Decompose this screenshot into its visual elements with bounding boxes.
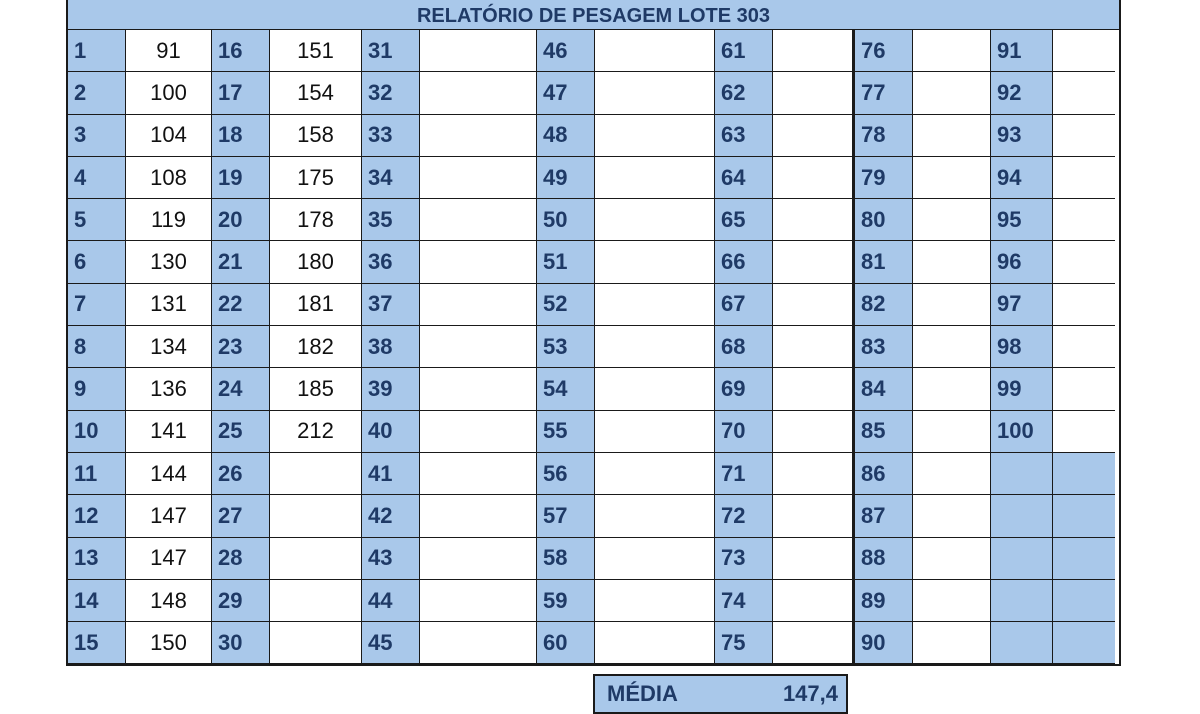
weight-value-cell bbox=[773, 495, 855, 537]
row-number-cell: 39 bbox=[362, 368, 420, 410]
weight-value-cell bbox=[270, 622, 362, 664]
weight-value-cell bbox=[1053, 241, 1115, 283]
row-number-cell: 50 bbox=[537, 199, 595, 241]
weight-value-cell: 144 bbox=[126, 453, 212, 495]
weight-value-cell bbox=[1053, 30, 1115, 72]
weight-value-cell: 130 bbox=[126, 241, 212, 283]
weight-value-cell bbox=[1053, 495, 1115, 537]
weighing-report-sheet bbox=[66, 0, 1121, 666]
weight-value-cell bbox=[913, 284, 991, 326]
weight-value-cell bbox=[913, 30, 991, 72]
weight-value-cell bbox=[595, 199, 715, 241]
row-number-cell: 84 bbox=[855, 368, 913, 410]
report-title: RELATÓRIO DE PESAGEM LOTE 303 bbox=[66, 0, 1121, 30]
weight-value-cell bbox=[1053, 326, 1115, 368]
row-number-cell: 45 bbox=[362, 622, 420, 664]
weight-value-cell bbox=[595, 368, 715, 410]
weight-value-cell bbox=[913, 411, 991, 453]
row-number-cell: 77 bbox=[855, 72, 913, 114]
average-box bbox=[593, 674, 848, 714]
weight-value-cell: 108 bbox=[126, 157, 212, 199]
weight-value-cell bbox=[270, 538, 362, 580]
weight-value-cell bbox=[595, 157, 715, 199]
weight-value-cell bbox=[773, 411, 855, 453]
row-number-cell: 37 bbox=[362, 284, 420, 326]
weight-value-cell bbox=[595, 495, 715, 537]
row-number-cell: 26 bbox=[212, 453, 270, 495]
row-number-cell: 23 bbox=[212, 326, 270, 368]
row-number-cell: 62 bbox=[715, 72, 773, 114]
weight-value-cell: 185 bbox=[270, 368, 362, 410]
weight-value-cell: 147 bbox=[126, 538, 212, 580]
row-number-cell: 33 bbox=[362, 115, 420, 157]
weight-value-cell: 104 bbox=[126, 115, 212, 157]
row-number-cell: 83 bbox=[855, 326, 913, 368]
row-number-cell: 93 bbox=[991, 115, 1053, 157]
weight-value-cell bbox=[773, 284, 855, 326]
weight-value-cell bbox=[913, 241, 991, 283]
weight-value-cell bbox=[420, 453, 537, 495]
row-number-cell: 91 bbox=[991, 30, 1053, 72]
weight-value-cell: 182 bbox=[270, 326, 362, 368]
row-number-cell: 3 bbox=[68, 115, 126, 157]
row-number-cell: 13 bbox=[68, 538, 126, 580]
weight-value-cell bbox=[420, 72, 537, 114]
weight-value-cell bbox=[1053, 157, 1115, 199]
weight-value-cell bbox=[420, 157, 537, 199]
weight-value-cell bbox=[913, 453, 991, 495]
row-number-cell: 4 bbox=[68, 157, 126, 199]
weight-value-cell bbox=[420, 241, 537, 283]
row-number-cell: 25 bbox=[212, 411, 270, 453]
row-number-cell: 7 bbox=[68, 284, 126, 326]
weight-value-cell bbox=[595, 622, 715, 664]
weight-value-cell bbox=[913, 157, 991, 199]
row-number-cell: 54 bbox=[537, 368, 595, 410]
weight-value-cell bbox=[773, 72, 855, 114]
weight-value-cell: 181 bbox=[270, 284, 362, 326]
row-number-cell: 46 bbox=[537, 30, 595, 72]
weight-value-cell: 134 bbox=[126, 326, 212, 368]
weight-value-cell bbox=[595, 411, 715, 453]
row-number-cell: 16 bbox=[212, 30, 270, 72]
weight-value-cell bbox=[420, 538, 537, 580]
weight-value-cell: 100 bbox=[126, 72, 212, 114]
row-number-cell: 87 bbox=[855, 495, 913, 537]
row-number-cell: 58 bbox=[537, 538, 595, 580]
row-number-cell: 31 bbox=[362, 30, 420, 72]
weight-value-cell bbox=[1053, 368, 1115, 410]
row-number-cell: 12 bbox=[68, 495, 126, 537]
row-number-cell: 73 bbox=[715, 538, 773, 580]
row-number-cell: 82 bbox=[855, 284, 913, 326]
weight-value-cell: 175 bbox=[270, 157, 362, 199]
row-number-cell: 22 bbox=[212, 284, 270, 326]
weight-value-cell bbox=[773, 326, 855, 368]
row-number-cell: 30 bbox=[212, 622, 270, 664]
weight-value-cell bbox=[1053, 453, 1115, 495]
weight-value-cell bbox=[913, 495, 991, 537]
weight-value-cell bbox=[595, 538, 715, 580]
row-number-cell bbox=[991, 622, 1053, 664]
row-number-cell: 8 bbox=[68, 326, 126, 368]
weight-value-cell: 131 bbox=[126, 284, 212, 326]
weight-value-cell bbox=[1053, 538, 1115, 580]
row-number-cell: 67 bbox=[715, 284, 773, 326]
row-number-cell: 64 bbox=[715, 157, 773, 199]
row-number-cell: 36 bbox=[362, 241, 420, 283]
row-number-cell: 78 bbox=[855, 115, 913, 157]
row-number-cell: 68 bbox=[715, 326, 773, 368]
weight-value-cell: 150 bbox=[126, 622, 212, 664]
row-number-cell: 10 bbox=[68, 411, 126, 453]
weight-value-cell bbox=[420, 622, 537, 664]
row-number-cell: 89 bbox=[855, 580, 913, 622]
row-number-cell: 21 bbox=[212, 241, 270, 283]
row-number-cell: 56 bbox=[537, 453, 595, 495]
row-number-cell bbox=[991, 495, 1053, 537]
row-number-cell bbox=[991, 453, 1053, 495]
row-number-cell: 74 bbox=[715, 580, 773, 622]
row-number-cell: 79 bbox=[855, 157, 913, 199]
weight-value-cell bbox=[913, 326, 991, 368]
row-number-cell: 52 bbox=[537, 284, 595, 326]
weight-value-cell bbox=[773, 199, 855, 241]
weight-value-cell bbox=[595, 580, 715, 622]
row-number-cell: 29 bbox=[212, 580, 270, 622]
row-number-cell: 53 bbox=[537, 326, 595, 368]
weight-value-cell: 136 bbox=[126, 368, 212, 410]
row-number-cell: 34 bbox=[362, 157, 420, 199]
row-number-cell bbox=[991, 580, 1053, 622]
weight-value-cell bbox=[773, 241, 855, 283]
row-number-cell: 41 bbox=[362, 453, 420, 495]
row-number-cell: 72 bbox=[715, 495, 773, 537]
weight-value-cell bbox=[1053, 199, 1115, 241]
weight-value-cell bbox=[1053, 622, 1115, 664]
weight-value-cell bbox=[773, 368, 855, 410]
row-number-cell: 69 bbox=[715, 368, 773, 410]
row-number-cell: 95 bbox=[991, 199, 1053, 241]
weight-value-cell bbox=[1053, 72, 1115, 114]
row-number-cell: 5 bbox=[68, 199, 126, 241]
weight-value-cell bbox=[913, 580, 991, 622]
weight-value-cell bbox=[420, 326, 537, 368]
row-number-cell: 24 bbox=[212, 368, 270, 410]
row-number-cell: 19 bbox=[212, 157, 270, 199]
row-number-cell bbox=[991, 538, 1053, 580]
weight-value-cell bbox=[420, 368, 537, 410]
row-number-cell: 66 bbox=[715, 241, 773, 283]
weight-value-cell: 148 bbox=[126, 580, 212, 622]
weight-value-cell: 141 bbox=[126, 411, 212, 453]
weight-value-cell: 154 bbox=[270, 72, 362, 114]
row-number-cell: 97 bbox=[991, 284, 1053, 326]
weight-value-cell bbox=[773, 157, 855, 199]
weight-value-cell bbox=[595, 453, 715, 495]
row-number-cell: 96 bbox=[991, 241, 1053, 283]
row-number-cell: 18 bbox=[212, 115, 270, 157]
weight-value-cell bbox=[420, 115, 537, 157]
row-number-cell: 71 bbox=[715, 453, 773, 495]
weight-value-cell bbox=[913, 72, 991, 114]
row-number-cell: 6 bbox=[68, 241, 126, 283]
row-number-cell: 86 bbox=[855, 453, 913, 495]
row-number-cell: 59 bbox=[537, 580, 595, 622]
weight-value-cell: 91 bbox=[126, 30, 212, 72]
row-number-cell: 88 bbox=[855, 538, 913, 580]
weight-value-cell bbox=[270, 495, 362, 537]
weight-value-cell bbox=[1053, 115, 1115, 157]
weight-value-cell bbox=[1053, 284, 1115, 326]
row-number-cell: 2 bbox=[68, 72, 126, 114]
row-number-cell: 80 bbox=[855, 199, 913, 241]
row-number-cell: 17 bbox=[212, 72, 270, 114]
weight-value-cell bbox=[420, 580, 537, 622]
row-number-cell: 32 bbox=[362, 72, 420, 114]
weight-value-cell bbox=[420, 495, 537, 537]
weight-value-cell bbox=[595, 72, 715, 114]
weight-value-cell bbox=[595, 284, 715, 326]
row-number-cell: 35 bbox=[362, 199, 420, 241]
row-number-cell: 94 bbox=[991, 157, 1053, 199]
row-number-cell: 99 bbox=[991, 368, 1053, 410]
row-number-cell: 9 bbox=[68, 368, 126, 410]
weight-value-cell: 147 bbox=[126, 495, 212, 537]
weight-value-cell bbox=[595, 115, 715, 157]
weight-value-cell bbox=[773, 453, 855, 495]
row-number-cell: 43 bbox=[362, 538, 420, 580]
row-number-cell: 65 bbox=[715, 199, 773, 241]
weight-value-cell bbox=[1053, 580, 1115, 622]
row-number-cell: 27 bbox=[212, 495, 270, 537]
row-number-cell: 70 bbox=[715, 411, 773, 453]
row-number-cell: 20 bbox=[212, 199, 270, 241]
weight-value-cell bbox=[420, 411, 537, 453]
weight-value-cell bbox=[913, 115, 991, 157]
weight-value-cell: 151 bbox=[270, 30, 362, 72]
row-number-cell: 100 bbox=[991, 411, 1053, 453]
row-number-cell: 57 bbox=[537, 495, 595, 537]
row-number-cell: 47 bbox=[537, 72, 595, 114]
row-number-cell: 60 bbox=[537, 622, 595, 664]
weight-value-cell bbox=[595, 326, 715, 368]
row-number-cell: 15 bbox=[68, 622, 126, 664]
row-number-cell: 38 bbox=[362, 326, 420, 368]
row-number-cell: 51 bbox=[537, 241, 595, 283]
weight-value-cell bbox=[420, 30, 537, 72]
average-value: 147,4 bbox=[782, 681, 838, 706]
row-number-cell: 1 bbox=[68, 30, 126, 72]
row-number-cell: 92 bbox=[991, 72, 1053, 114]
row-number-cell: 55 bbox=[537, 411, 595, 453]
row-number-cell: 49 bbox=[537, 157, 595, 199]
weight-value-cell: 212 bbox=[270, 411, 362, 453]
weighing-grid bbox=[66, 30, 1121, 666]
row-number-cell: 81 bbox=[855, 241, 913, 283]
row-number-cell: 44 bbox=[362, 580, 420, 622]
weight-value-cell bbox=[913, 622, 991, 664]
weight-value-cell bbox=[913, 538, 991, 580]
weight-value-cell: 119 bbox=[126, 199, 212, 241]
weight-value-cell bbox=[913, 368, 991, 410]
weight-value-cell bbox=[913, 199, 991, 241]
row-number-cell: 28 bbox=[212, 538, 270, 580]
row-number-cell: 76 bbox=[855, 30, 913, 72]
row-number-cell: 14 bbox=[68, 580, 126, 622]
row-number-cell: 40 bbox=[362, 411, 420, 453]
weight-value-cell: 180 bbox=[270, 241, 362, 283]
row-number-cell: 98 bbox=[991, 326, 1053, 368]
weight-value-cell bbox=[270, 580, 362, 622]
row-number-cell: 75 bbox=[715, 622, 773, 664]
row-number-cell: 11 bbox=[68, 453, 126, 495]
weight-value-cell bbox=[595, 30, 715, 72]
weight-value-cell bbox=[1053, 411, 1115, 453]
row-number-cell: 63 bbox=[715, 115, 773, 157]
weight-value-cell bbox=[270, 453, 362, 495]
row-number-cell: 61 bbox=[715, 30, 773, 72]
row-number-cell: 85 bbox=[855, 411, 913, 453]
weight-value-cell bbox=[773, 115, 855, 157]
row-number-cell: 90 bbox=[855, 622, 913, 664]
weight-value-cell bbox=[420, 284, 537, 326]
weight-value-cell bbox=[773, 580, 855, 622]
weight-value-cell bbox=[773, 622, 855, 664]
average-label: MÉDIA bbox=[607, 681, 678, 706]
row-number-cell: 42 bbox=[362, 495, 420, 537]
weight-value-cell bbox=[773, 30, 855, 72]
row-number-cell: 48 bbox=[537, 115, 595, 157]
weight-value-cell: 178 bbox=[270, 199, 362, 241]
weight-value-cell: 158 bbox=[270, 115, 362, 157]
weight-value-cell bbox=[595, 241, 715, 283]
weight-value-cell bbox=[773, 538, 855, 580]
weight-value-cell bbox=[420, 199, 537, 241]
